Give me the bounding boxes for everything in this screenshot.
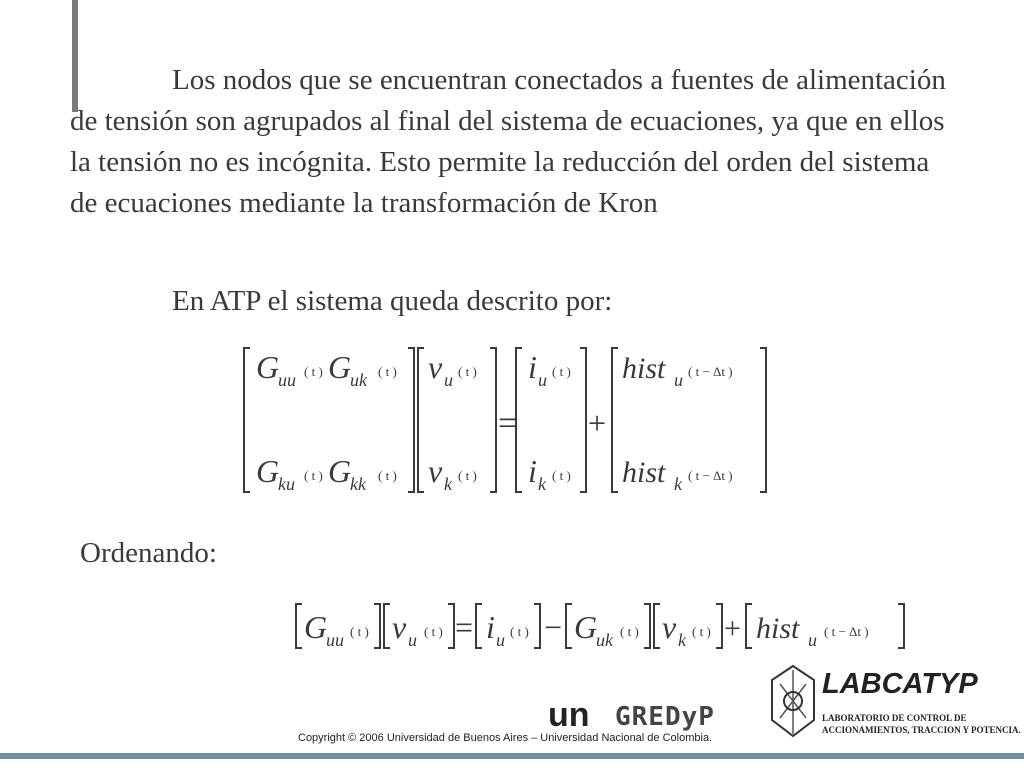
subscript-uk: uk — [596, 630, 613, 650]
time-arg: ( t ) — [458, 364, 477, 379]
v-symbol: v — [428, 453, 443, 489]
bracket-right — [644, 604, 650, 648]
hist-symbol: hist — [622, 456, 666, 489]
bracket-right — [898, 604, 904, 648]
bracket-right — [374, 604, 380, 648]
plus-sign: + — [724, 612, 741, 645]
plus-sign: + — [588, 405, 607, 441]
time-arg: ( t ) — [350, 624, 369, 639]
vector-hist-right-bracket — [760, 348, 766, 492]
g-symbol: G — [574, 609, 598, 645]
v-symbol: v — [662, 609, 677, 645]
time-arg: ( t ) — [378, 468, 397, 483]
v-symbol: v — [392, 609, 407, 645]
labcatyp-subtitle-line2: ACCIONAMIENTOS, TRACCION Y POTENCIA. — [822, 725, 1021, 735]
i-symbol: i — [528, 349, 537, 385]
subscript-uu: uu — [278, 370, 296, 390]
i-symbol: i — [528, 453, 537, 489]
paragraph-kron — [70, 60, 950, 224]
equals-sign: = — [498, 405, 518, 442]
time-delta-arg: ( t − Δt ) — [824, 624, 869, 639]
minus-sign: − — [544, 609, 563, 645]
labcatyp-title: LABCATYP — [822, 668, 978, 700]
time-delta-arg: ( t − Δt ) — [688, 364, 733, 379]
subscript-u: u — [808, 630, 817, 650]
time-arg: ( t ) — [458, 468, 477, 483]
vector-i-left-bracket — [516, 348, 522, 492]
labcatyp-subtitle-line1: LABORATORIO DE CONTROL DE — [822, 713, 967, 723]
gredyp-logo: GREDyP — [615, 702, 715, 732]
time-arg: ( t ) — [424, 624, 443, 639]
bracket-right — [448, 604, 454, 648]
hist-symbol: hist — [756, 612, 800, 645]
subscript-u: u — [538, 370, 547, 390]
subscript-u: u — [444, 370, 453, 390]
bracket-left — [746, 604, 752, 648]
footer-rule — [0, 753, 1024, 759]
time-arg: ( t ) — [510, 624, 529, 639]
bracket-right — [534, 604, 540, 648]
un-logo-text: un — [548, 700, 590, 728]
subscript-k: k — [538, 474, 546, 494]
vector-v-right-bracket — [490, 348, 496, 492]
time-arg: ( t ) — [692, 624, 711, 639]
subscript-k: k — [678, 630, 686, 650]
subscript-k: k — [674, 474, 682, 494]
subscript-u: u — [496, 630, 505, 650]
time-arg: ( t ) — [620, 624, 639, 639]
vector-v-left-bracket — [418, 348, 424, 492]
g-symbol: G — [256, 453, 280, 489]
bracket-left — [476, 604, 482, 648]
matrix-g-left-bracket — [244, 348, 250, 492]
equals-sign: = — [455, 609, 474, 645]
vector-hist-left-bracket — [612, 348, 618, 492]
i-symbol: i — [486, 609, 495, 645]
time-arg: ( t ) — [304, 468, 323, 483]
g-symbol: G — [256, 349, 280, 385]
vector-i-right-bracket — [580, 348, 586, 492]
hist-symbol: hist — [622, 352, 666, 385]
copyright-text: Copyright © 2006 Universidad de Buenos Aires – Universidad Nacional de Colombia. — [298, 732, 713, 744]
rearranged-equation — [290, 598, 930, 658]
g-symbol: G — [328, 453, 352, 489]
bracket-left — [566, 604, 572, 648]
subscript-kk: kk — [350, 474, 366, 494]
time-arg: ( t ) — [552, 364, 571, 379]
subscript-uu: uu — [326, 630, 344, 650]
time-delta-arg: ( t − Δt ) — [688, 468, 733, 483]
time-arg: ( t ) — [304, 364, 323, 379]
un-logo — [548, 700, 608, 728]
paragraph-atp: En ATP el sistema queda descrito por: — [172, 285, 613, 317]
bracket-left — [296, 604, 302, 648]
labcatyp-subtitle — [822, 712, 1022, 736]
ordenando-label: Ordenando: — [80, 537, 217, 569]
paragraph-kron-text: Los nodos que se encuentran conectados a fuentes de alimentación de tensión son agrupados al final del sistema de ecuaciones, ya que en ellos la tensión no es incógnita. Esto permite la reducción del orden del sistema de ecuaciones mediante la transformación de Kron — [70, 64, 946, 219]
time-arg: ( t ) — [552, 468, 571, 483]
bracket-right — [716, 604, 722, 648]
labcatyp-emblem — [768, 664, 818, 738]
bracket-left — [654, 604, 660, 648]
time-arg: ( t ) — [378, 364, 397, 379]
subscript-u: u — [408, 630, 417, 650]
matrix-equation — [240, 340, 780, 500]
subscript-u: u — [674, 370, 683, 390]
g-symbol: G — [304, 609, 328, 645]
subscript-uk: uk — [350, 370, 367, 390]
bracket-left — [384, 604, 390, 648]
matrix-g-right-bracket — [408, 348, 414, 492]
subscript-k: k — [444, 474, 452, 494]
v-symbol: v — [428, 349, 443, 385]
g-symbol: G — [328, 349, 352, 385]
subscript-ku: ku — [278, 474, 295, 494]
